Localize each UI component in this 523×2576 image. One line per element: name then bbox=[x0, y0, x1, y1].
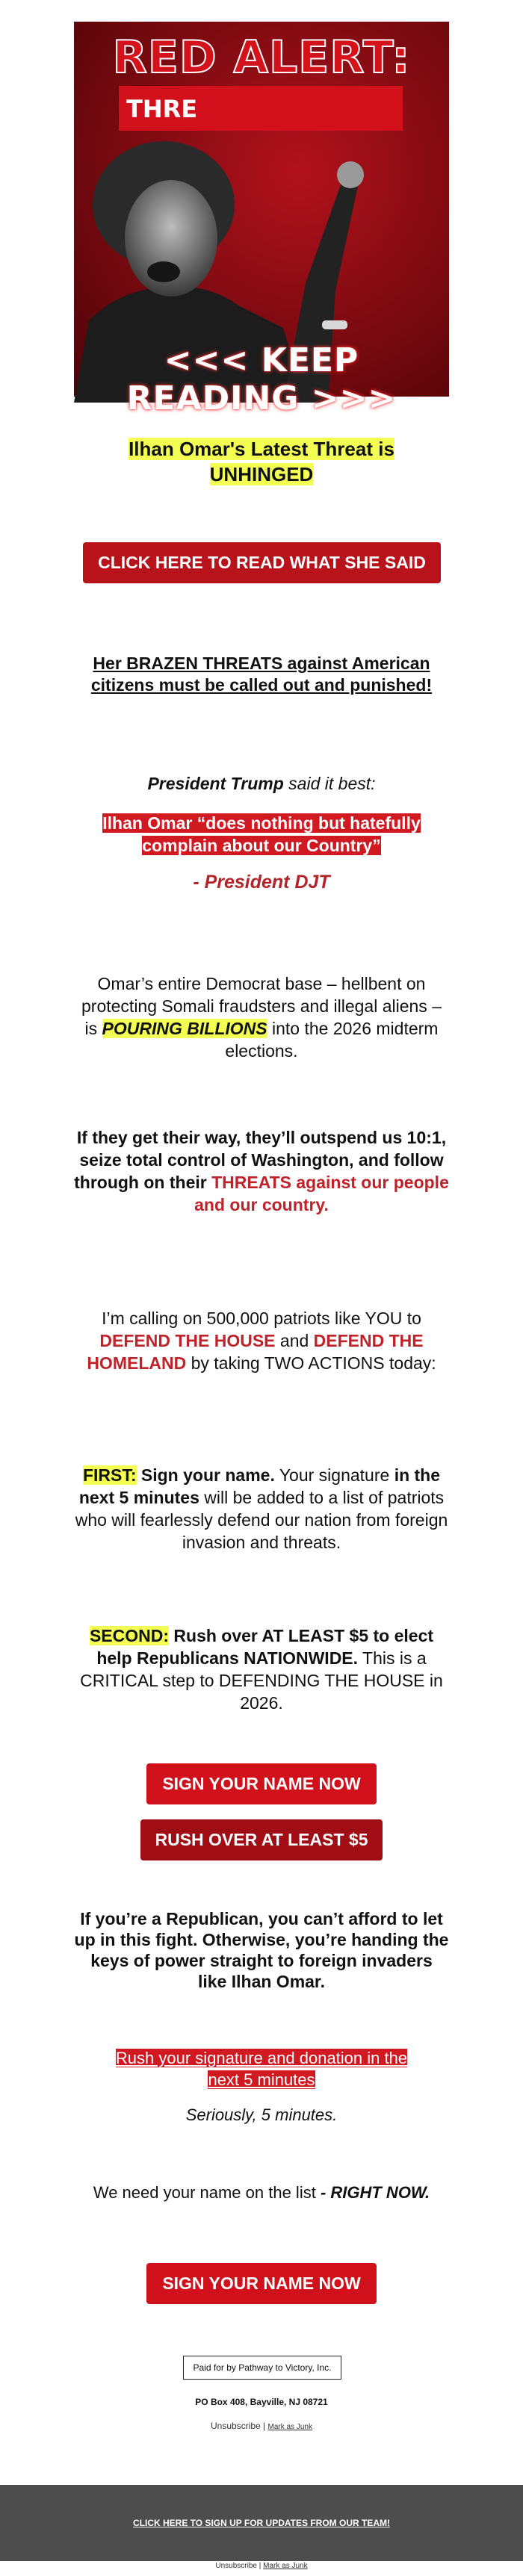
sign-your-name-button-bottom[interactable]: SIGN YOUR NAME NOW bbox=[146, 2263, 377, 2304]
brazen-threats-link[interactable] bbox=[0, 653, 523, 696]
second-bold1: Rush over AT LEAST $5 to elect bbox=[169, 1626, 434, 1645]
outspend-paragraph bbox=[0, 1126, 523, 1216]
hero-threat-bar bbox=[119, 86, 403, 131]
rush-signature-link[interactable] bbox=[0, 2047, 523, 2091]
unsubscribe-link[interactable]: Unsubscribe | bbox=[211, 2421, 268, 2431]
para2-line1: If they get their way, they’ll outspend us 10:1, bbox=[76, 1128, 447, 1147]
defend-house-text: DEFEND THE HOUSE bbox=[99, 1331, 276, 1350]
trump-said-line bbox=[0, 772, 523, 795]
second-line2-rest: This is a bbox=[358, 1648, 427, 1668]
second-line4: 2026. bbox=[240, 1693, 283, 1713]
paid-for-disclaimer: Paid for by Pathway to Victory, Inc. bbox=[183, 2356, 341, 2380]
para2-line3-red: THREATS against our people bbox=[211, 1173, 449, 1192]
second-line3: CRITICAL step to DEFENDING THE HOUSE in bbox=[80, 1671, 443, 1690]
hero-banner-image[interactable] bbox=[74, 22, 449, 418]
unhinged-line2: UNHINGED bbox=[209, 463, 314, 485]
quote-attribution: - President DJT bbox=[193, 872, 330, 893]
keep-reading-text: <<< KEEP READING >>> bbox=[126, 341, 397, 418]
rush-donation-button[interactable]: RUSH OVER AT LEAST $5 bbox=[140, 1819, 383, 1860]
republican-appeal-paragraph bbox=[0, 1908, 523, 1992]
first-bold1: Sign your name. bbox=[136, 1465, 275, 1485]
para1-line1: Omar’s entire Democrat base – hellbent on bbox=[97, 974, 426, 993]
signup-updates-link[interactable]: CLICK HERE TO SIGN UP FOR UPDATES FROM OUR TEAM! bbox=[132, 2518, 390, 2528]
second-action-paragraph bbox=[0, 1624, 523, 1714]
sign-your-name-button[interactable]: SIGN YOUR NAME NOW bbox=[146, 1763, 377, 1804]
para1-line2: protecting Somali fraudsters and illegal aliens – bbox=[81, 996, 442, 1016]
read-what-she-said-button[interactable]: CLICK HERE TO READ WHAT SHE SAID bbox=[83, 542, 441, 583]
para3-line3 bbox=[0, 1352, 523, 1374]
pouring-billions-highlight: POURING BILLIONS bbox=[102, 1019, 267, 1038]
para4-line2: up in this fight. Otherwise, you’re handing the bbox=[74, 1930, 449, 1949]
homeland-text: HOMELAND bbox=[87, 1353, 187, 1373]
hero-bar-text: THRE bbox=[126, 95, 198, 123]
seriously-text: Seriously, 5 minutes. bbox=[185, 2105, 338, 2124]
first-bold2: in the bbox=[394, 1465, 441, 1485]
first-line3: who will fearlessly defend our nation from foreign bbox=[75, 1510, 448, 1530]
para3-line3-rest: by taking TWO ACTIONS today: bbox=[186, 1353, 436, 1373]
unsubscribe-row-bottom bbox=[0, 2562, 523, 2570]
trump-said-text: said it best: bbox=[283, 774, 376, 793]
para4-line4: like Ilhan Omar. bbox=[197, 1972, 326, 1991]
mailing-address: PO Box 408, Bayville, NJ 08721 bbox=[195, 2397, 328, 2407]
para2-line4: and our country. bbox=[194, 1195, 329, 1214]
para2-line2: seize total control of Washington, and follow bbox=[79, 1150, 444, 1170]
trump-quote bbox=[0, 812, 523, 857]
quote-line1: Ilhan Omar “does nothing but hatefully bbox=[102, 813, 421, 833]
rush-line1: Rush your signature and donation in the bbox=[115, 2049, 408, 2067]
name-list-text: We need your name on the list bbox=[93, 2183, 321, 2202]
mark-as-junk-link[interactable]: Mark as Junk bbox=[267, 2423, 312, 2431]
name-on-list-text bbox=[0, 2183, 523, 2203]
unsubscribe-row bbox=[0, 2421, 523, 2431]
right-now-text: - RIGHT NOW. bbox=[320, 2183, 430, 2202]
para3-and: and bbox=[275, 1331, 314, 1350]
quote-line2: complain about our Country” bbox=[142, 836, 381, 855]
unsubscribe-link-bottom[interactable]: Unsubscribe | bbox=[215, 2562, 264, 2570]
rush-line2: next 5 minutes bbox=[208, 2070, 315, 2089]
second-line2-bold: help Republicans NATIONWIDE. bbox=[96, 1648, 359, 1668]
para2-line3 bbox=[0, 1171, 523, 1194]
hero-headline: RED ALERT: bbox=[112, 31, 411, 84]
footer-signup-bar bbox=[0, 2485, 523, 2561]
para4-line3: keys of power straight to foreign invaders bbox=[90, 1951, 433, 1970]
first-line2 bbox=[0, 1486, 523, 1509]
brazen-line2: citizens must be called out and punished! bbox=[90, 675, 433, 695]
para1-line4: elections. bbox=[225, 1041, 298, 1061]
first-line2-bold: next 5 minutes bbox=[78, 1488, 199, 1507]
unhinged-heading bbox=[0, 436, 523, 487]
first-line4: invasion and threats. bbox=[182, 1533, 341, 1552]
mark-as-junk-link-bottom[interactable]: Mark as Junk bbox=[263, 2562, 308, 2570]
second-line1 bbox=[0, 1624, 523, 1647]
para1-post: into the 2026 midterm bbox=[267, 1019, 439, 1038]
para1-pre: is bbox=[84, 1019, 102, 1038]
para4-line1: If you’re a Republican, you can’t afford to let bbox=[80, 1909, 443, 1928]
defend-the-text: DEFEND THE bbox=[313, 1331, 424, 1350]
patriots-call-paragraph bbox=[0, 1307, 523, 1374]
democrat-base-paragraph bbox=[0, 972, 523, 1062]
first-line1 bbox=[0, 1464, 523, 1486]
second-label: SECOND: bbox=[89, 1626, 170, 1645]
para3-line1: I’m calling on 500,000 patriots like YOU to bbox=[102, 1309, 421, 1328]
second-line2 bbox=[0, 1647, 523, 1669]
first-text1: Your signature bbox=[274, 1465, 394, 1485]
unhinged-line1: Ilhan Omar's Latest Threat is bbox=[129, 438, 394, 460]
para2-line3-pre: through on their bbox=[74, 1173, 212, 1192]
para3-line2 bbox=[0, 1329, 523, 1352]
para1-line3 bbox=[0, 1017, 523, 1040]
first-action-paragraph bbox=[0, 1464, 523, 1554]
first-label: FIRST: bbox=[82, 1465, 137, 1485]
trump-name: President Trump bbox=[147, 774, 284, 793]
first-line2-rest: will be added to a list of patriots bbox=[199, 1488, 445, 1507]
brazen-line1: Her BRAZEN THREATS against American bbox=[93, 654, 430, 673]
